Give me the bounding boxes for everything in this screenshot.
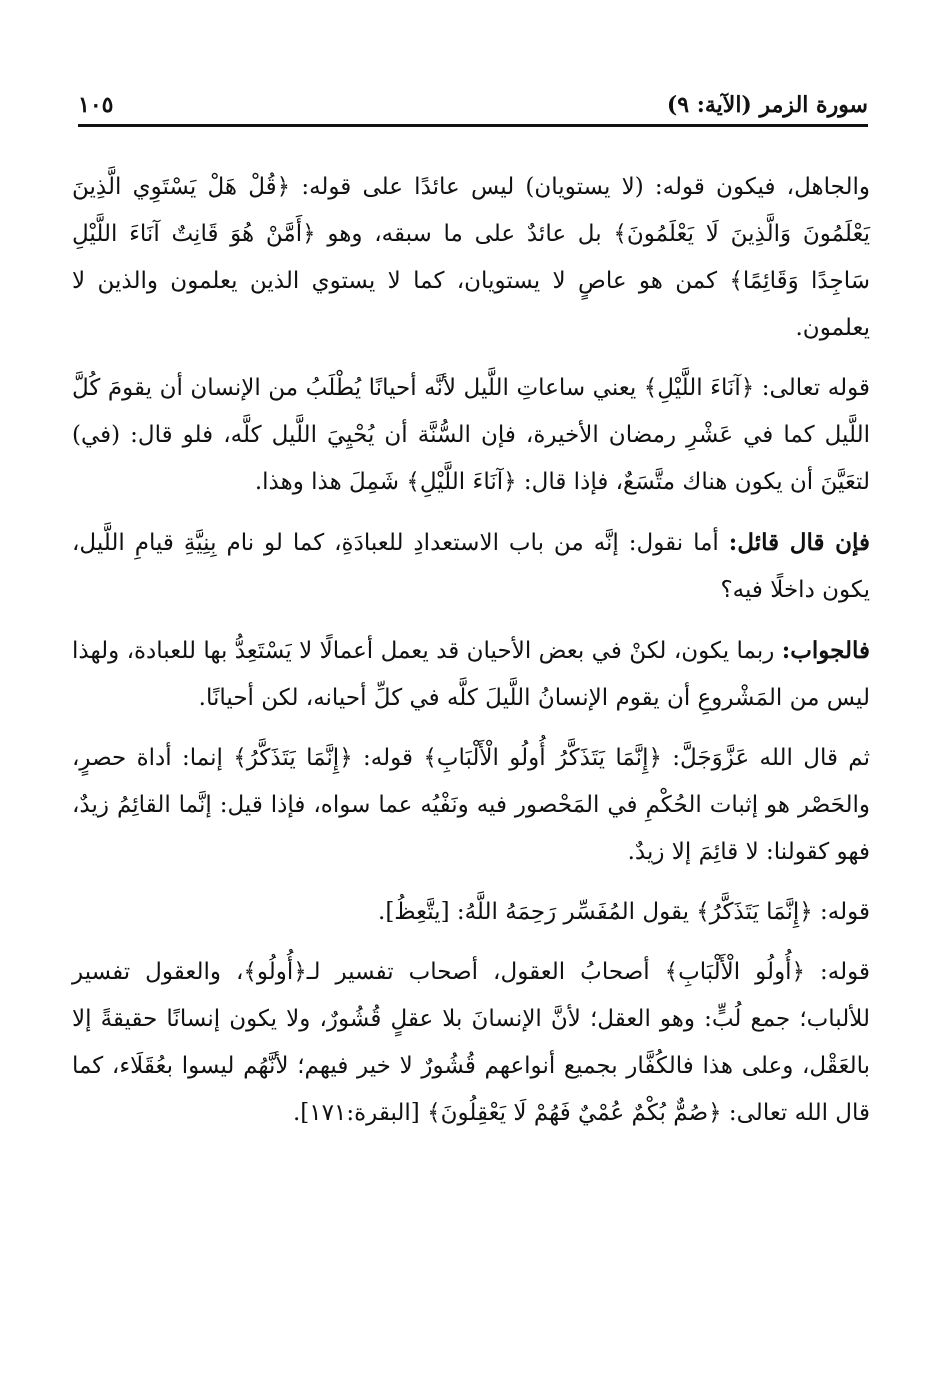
paragraph-lead: فإن قال قائل:	[728, 529, 870, 556]
paragraph-text: ربما يكون، لكنْ في بعض الأحيان قد يعمل أعمالًا لا يَسْتَعِدُّ بها للعبادة، ولهذا ليس من المَشْروعِ أن يقوم الإنسانُ اللَّيلَ كلَّه في كلِّ أحيانه، لكن أحيانًا.	[72, 638, 870, 711]
paragraph-text: أما نقول: إنَّه من باب الاستعدادِ للعبادَةِ، كما لو نام بِنِيَّةِ قيامِ اللَّيل، يكون داخلًا فيه؟	[72, 530, 870, 603]
paragraph-2	[72, 365, 870, 506]
paragraph-6	[72, 889, 870, 936]
paragraph-1	[72, 164, 870, 352]
body-text	[72, 164, 870, 1150]
paragraph-3	[72, 519, 870, 614]
paragraph-text: قوله: ﴿إِنَّمَا يَتَذَكَّرُ﴾ يقول المُفَسِّر رَحِمَهُ اللَّهُ: [يتَّعِظُ].	[378, 899, 870, 925]
running-title: سورة الزمر (الآية: ٩)	[666, 92, 868, 118]
paragraph-text: قوله تعالى: ﴿آنَاءَ اللَّيْلِ﴾ يعني ساعاتِ اللَّيل لأنَّه أحيانًا يُطْلَبُ من الإنسان أن يقومَ كُلَّ اللَّيل كما في عَشْرِ رمضان الأخيرة، فإن السُّنَّة أن يُحْيِيَ اللَّيل كلَّه، فلو قال: (في) لتعَيَّنَ أن يكون هناك متَّسَعٌ، فإذا قال: ﴿آنَاءَ اللَّيْلِ﴾ شَمِلَ هذا وهذا.	[72, 375, 870, 495]
page-header	[78, 88, 868, 124]
paragraph-5	[72, 735, 870, 876]
paragraph-text: والجاهل، فيكون قوله: (لا يستويان) ليس عائدًا على قوله: ﴿قُلْ هَلْ يَسْتَوِي الَّذِينَ يَعْلَمُونَ وَالَّذِينَ لَا يَعْلَمُونَ﴾ بل عائدٌ على ما سبقه، وهو ﴿أَمَّنْ هُوَ قَانِتٌ آنَاءَ اللَّيْلِ سَاجِدًا وَقَائِمًا﴾ كمن هو عاصٍ لا يستويان، كما لا يستوي الذين يعلمون والذين لا يعلمون.	[72, 174, 870, 341]
paragraph-7	[72, 949, 870, 1137]
page-number: ١٠٥	[78, 92, 114, 118]
paragraph-4	[72, 627, 870, 722]
paragraph-text: ثم قال الله عَزَّوَجَلَّ: ﴿إِنَّمَا يَتَذَكَّرُ أُولُو الْأَلْبَابِ﴾ قوله: ﴿إِنَّمَا يَتَذَكَّرُ﴾ إنما: أداة حصرٍ، والحَصْر هو إثبات الحُكْمِ في المَحْصور فيه ونَفْيُه عما سواه، فإذا قيل: إنَّما القائِمُ زيدٌ، فهو كقولنا: لا قائِمَ إلا زيدٌ.	[72, 745, 870, 865]
paragraph-lead: فالجواب:	[781, 637, 870, 664]
paragraph-text: قوله: ﴿أُولُو الْأَلْبَابِ﴾ أصحابُ العقول، أصحاب تفسير لـ﴿أُولُو﴾، والعقول تفسير للألباب؛ جمع لُبٍّ: وهو العقل؛ لأنَّ الإنسانَ بلا عقلٍ قُشُورٌ، ولا يكون إنسانًا حقيقةً إلا بالعَقْل، وعلى هذا فالكُفَّار بجميع أنواعهم قُشُورٌ لا خير فيهم؛ لأنَّهُم ليسوا بعُقَلَاء، كما قال الله تعالى: ﴿صُمٌّ بُكْمٌ عُمْيٌ فَهُمْ لَا يَعْقِلُونَ﴾ [البقرة:١٧١].	[72, 959, 870, 1126]
header-rule	[78, 124, 868, 127]
